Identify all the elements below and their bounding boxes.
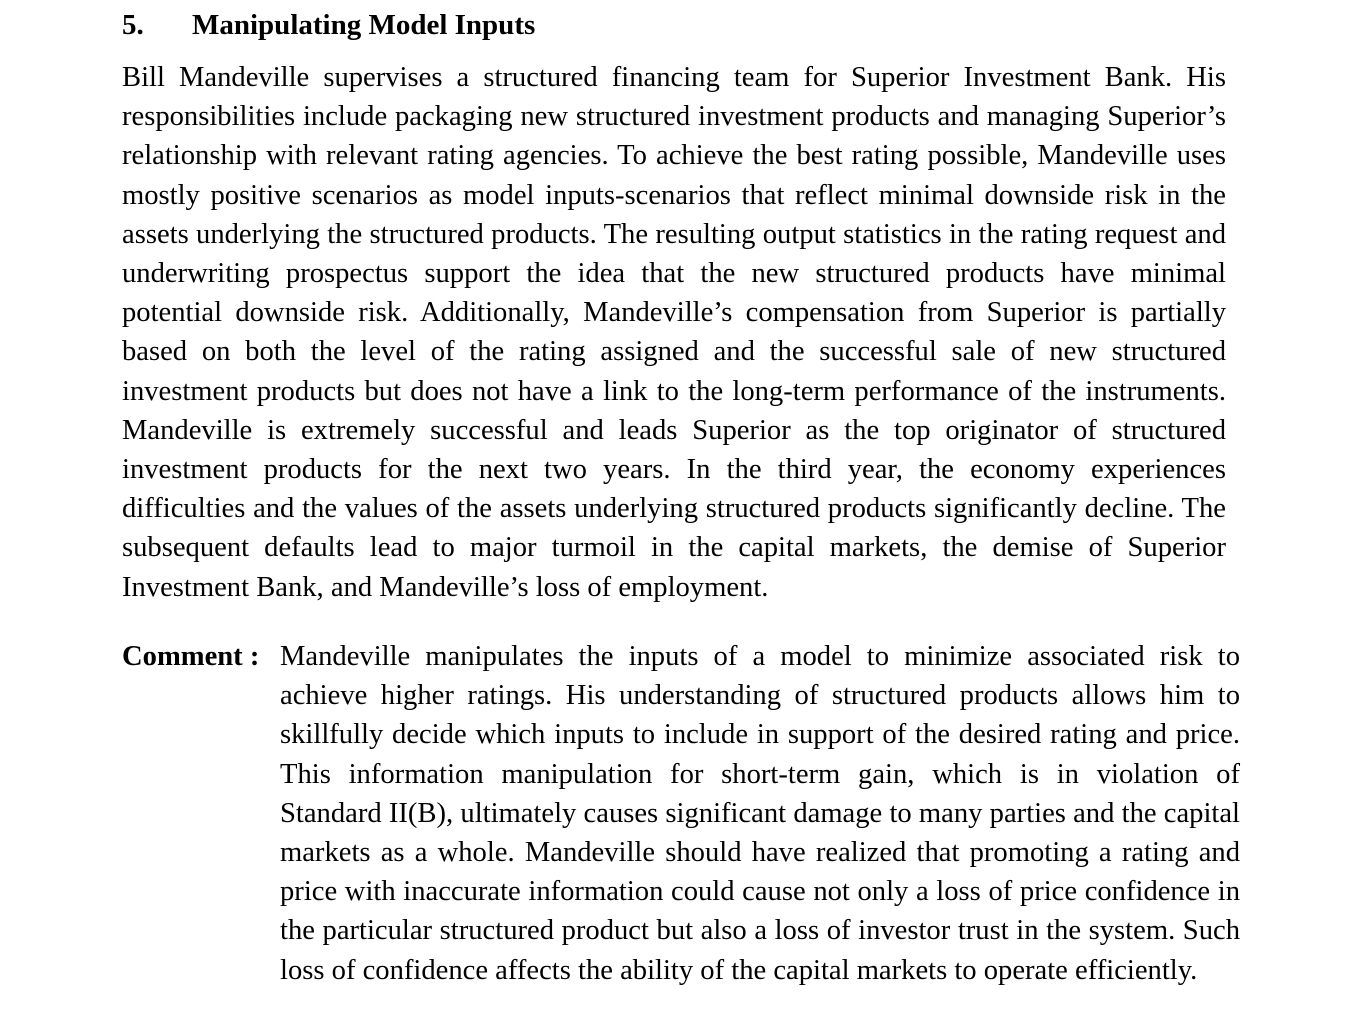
comment-label-group	[122, 637, 259, 676]
section-heading	[122, 7, 535, 43]
comment-text: Mandeville manipulates the inputs of a model to minimize associated risk to achieve higher ratings. His understanding of structured products allows him to skillfully decide which inputs to include in support of the desired rating and price. This information manipulation for short-term gain, which is in violation of Standard II(B), ultimately causes significant damage to many parties and the capital markets as a whole. Mandeville should have realized that promoting a rating and price with inaccurate information could cause not only a loss of price confidence in the particular structured product but also a loss of investor trust in the system. Such loss of confidence affects the ability of the capital markets to operate efficiently.	[280, 641, 1240, 986]
section-title: Manipulating Model Inputs	[192, 9, 536, 41]
comment-separator: :	[249, 641, 260, 672]
case-paragraph: Bill Mandeville supervises a structured financing team for Superior Investment Bank. His responsibilities include packaging new structured investment products and managing Superior’s relationship with relevant rating agencies. To achieve the best rating possible, Mandeville uses mostly positive scenarios as model inputs-scenarios that reflect minimal downside risk in the assets underlying the structured products. The resulting output statistics in the rating request and underwriting prospectus support the idea that the new structured products have minimal potential downside risk. Additionally, Mandeville’s compensation from Superior is partially based on both the level of the rating assigned and the successful sale of new structured investment products but does not have a link to the long-term performance of the instruments. Mandeville is extremely successful and leads Superior as the top originator of structured investment products for the next two years. In the third year, the economy experiences difficulties and the values of the assets underlying structured products significantly decline. The subsequent defaults lead to major turmoil in the capital markets, the demise of Superior Investment Bank, and Mandeville’s loss of employment.	[122, 62, 1226, 603]
comment-block	[122, 637, 1240, 990]
comment-label: Comment	[122, 641, 243, 672]
section-number: 5.	[122, 9, 144, 41]
